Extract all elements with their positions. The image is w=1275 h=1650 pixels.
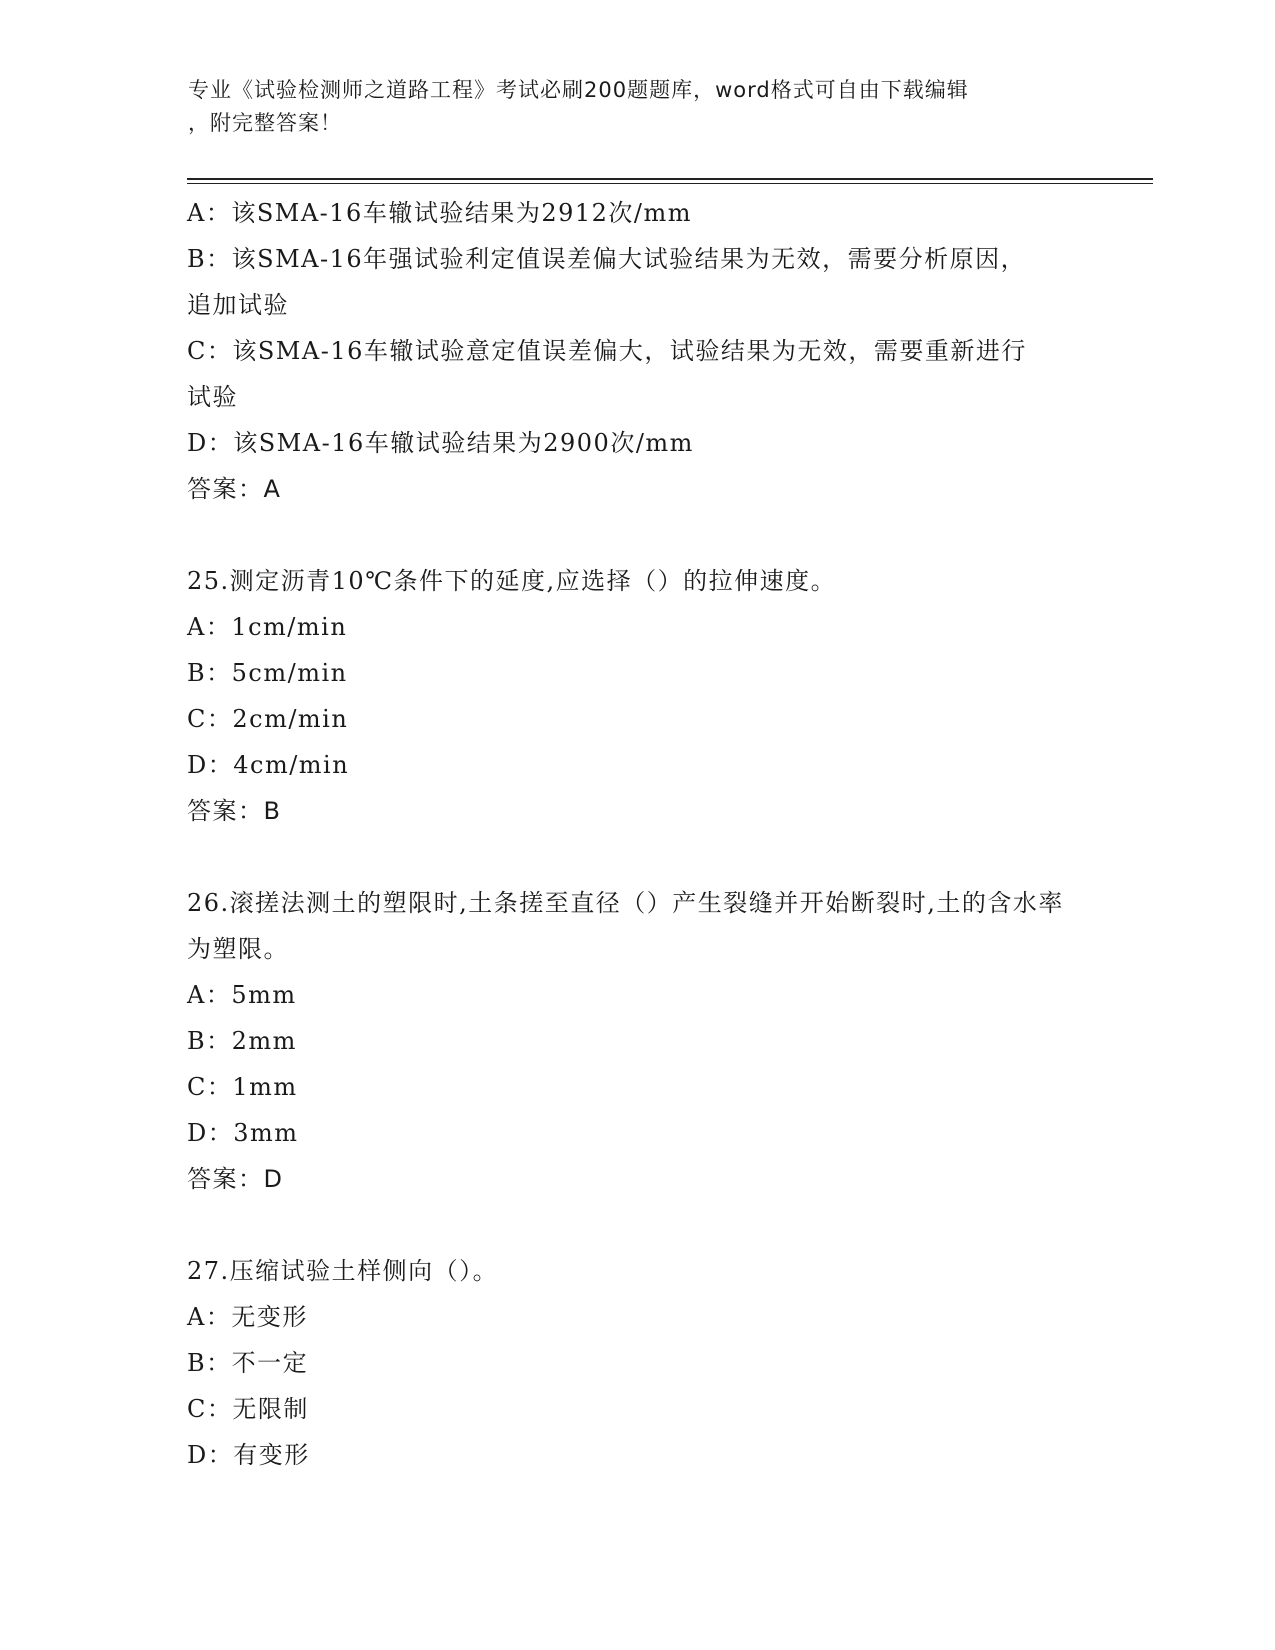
option-b: B：该SMA-16年强试验利定值误差偏大试验结果为无效，需要分析原因，追加试验 [187, 245, 1027, 319]
header-rule-thick [187, 178, 1153, 180]
option-c: C：2cm/min [187, 705, 349, 733]
option-b: B：2mm [187, 1027, 297, 1055]
question-block-previous [187, 190, 1087, 512]
option-a: A：无变形 [187, 1303, 308, 1331]
answer-line: 答案：D [187, 1165, 284, 1193]
header-line-1: 专业《试验检测师之道路工程》考试必刷200题题库，word格式可自由下载编辑 [188, 78, 969, 102]
spacer [187, 512, 1087, 558]
option-c: C：该SMA-16车辙试验意定值误差偏大，试验结果为无效，需要重新进行试验 [187, 337, 1027, 411]
answer-line: 答案：B [187, 797, 282, 825]
option-c: C：无限制 [187, 1395, 309, 1423]
spacer [187, 834, 1087, 880]
document-header [188, 74, 1068, 140]
option-b: B：5cm/min [187, 659, 348, 687]
question-text: 25.测定沥青10℃条件下的延度,应选择（）的拉伸速度。 [187, 567, 837, 595]
spacer [187, 1202, 1087, 1248]
option-d: D：有变形 [187, 1441, 310, 1469]
option-a: A：该SMA-16车辙试验结果为2912次/mm [187, 199, 693, 227]
question-block-27 [187, 1248, 1087, 1478]
option-d: D：3mm [187, 1119, 299, 1147]
question-block-25 [187, 558, 1087, 834]
header-line-2: ，附完整答案！ [188, 111, 342, 135]
option-c: C：1mm [187, 1073, 298, 1101]
option-b: B：不一定 [187, 1349, 309, 1377]
option-d: D：4cm/min [187, 751, 350, 779]
question-text: 26.滚搓法测土的塑限时,土条搓至直径（）产生裂缝并开始断裂时,土的含水率为塑限。 [187, 889, 1064, 963]
option-a: A：5mm [187, 981, 297, 1009]
question-block-26 [187, 880, 1087, 1202]
option-a: A：1cm/min [187, 613, 348, 641]
answer-line: 答案：A [187, 475, 282, 503]
question-text: 27.压缩试验土样侧向（）。 [187, 1257, 499, 1285]
header-rule-thin [187, 183, 1153, 184]
document-body [187, 190, 1087, 1478]
option-d: D：该SMA-16车辙试验结果为2900次/mm [187, 429, 694, 457]
